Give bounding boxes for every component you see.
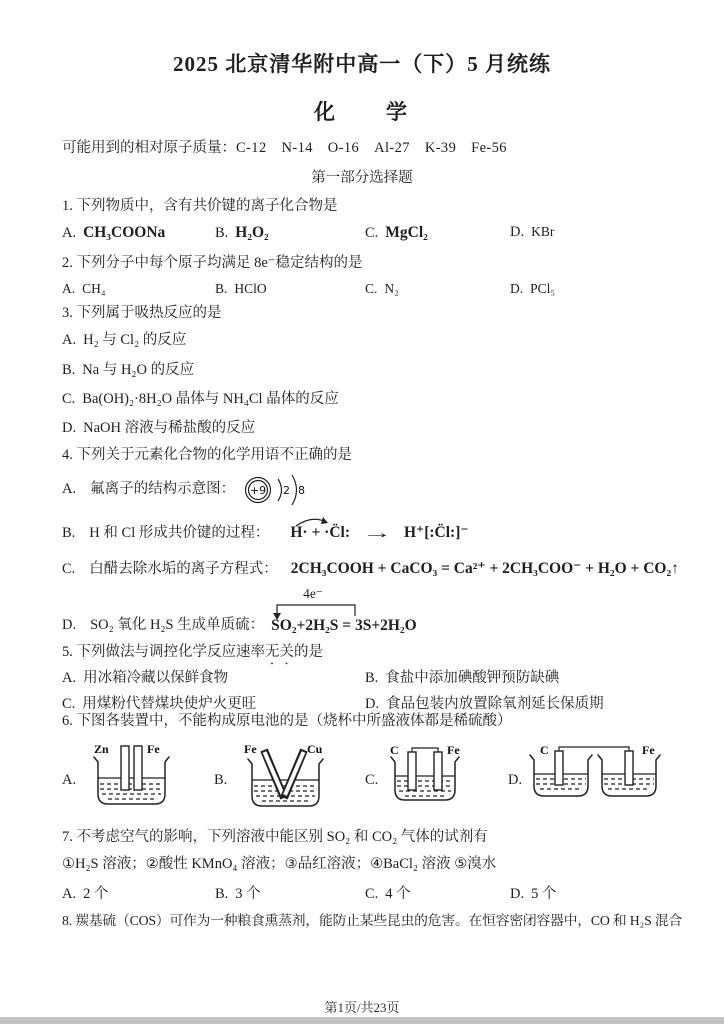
beaker-outline [94, 757, 169, 804]
electrode-right [625, 751, 633, 785]
electron-transfer-construct [271, 588, 446, 636]
q4-stem: 4. 下列关于元素化合物的化学用语不正确的是 [62, 447, 352, 463]
reaction-arrow: → [361, 525, 393, 542]
q2-option-c: C. N₂ [365, 281, 399, 296]
atomic-masses-values: C-12 N-14 O-16 Al-27 K-39 Fe-56 [236, 140, 507, 156]
electrode-label-left: Zn [94, 742, 109, 756]
emphasized-wuguan: 无关 [265, 644, 294, 660]
q1-options [62, 224, 668, 243]
q2-option-a: A. CH₄ [62, 281, 106, 296]
q3-option-a: A. H₂ 与 Cl₂ 的反应 [62, 332, 187, 348]
q4-option-d: D. SO₂ 氧化 H₂S 生成单质硫： 4e⁻ SO₂+2H₂S = 3S+2H₂O [62, 588, 446, 636]
q5-options-row-1 [62, 670, 662, 687]
q4-option-b: B. H 和 Cl 形成共价键的过程： H· + ·C̈l: → H⁺[:C̈l:]⁻ [62, 524, 469, 543]
q5-stem: 5. 下列做法与调控化学反应速率无关的是 [62, 644, 323, 660]
q1-stem: 1. 下列物质中，含有共价键的离子化合物是 [62, 198, 338, 214]
q7-reagents: ①H₂S 溶液；②酸性 KMnO₄ 溶液；③品红溶液；④BaCl₂ 溶液 ⑤溴水 [62, 856, 497, 872]
q3-stem: 3. 下列属于吸热反应的是 [62, 305, 222, 321]
q1-option-d: D. KBr [510, 224, 555, 240]
q5-option-d: D. 食品包装内放置除氧剂延长保质期 [365, 696, 604, 712]
q7-option-c: C. 4 个 [365, 886, 411, 902]
electrode-label-right: Fe [642, 743, 655, 757]
exam-title: 2025 北京清华附中高一（下）5 月统练 [173, 52, 551, 76]
galvanic-diagram-d: D. C Fe [508, 740, 668, 812]
electrode-label-left: C [390, 743, 399, 757]
connecting-wire [559, 747, 629, 753]
electrode-right [434, 752, 442, 790]
q4-option-a: A. 氟离子的结构示意图： +9 2 8 [62, 466, 312, 514]
fluoride-ion-structure-diagram [242, 466, 312, 514]
q2-options [62, 281, 668, 297]
beaker-diagram-a [84, 742, 179, 810]
atomic-masses-line [62, 140, 507, 157]
q8-stem: 8. 羰基硫（COS）可作为一种粮食熏蒸剂，能防止某些昆虫的危害。在恒容密闭容器中，CO 和 H₂S 混合 [62, 913, 683, 928]
q3-option-c: C. Ba(OH)₂·8H₂O 晶体与 NH₄Cl 晶体的反应 [62, 391, 339, 407]
electron-count-label: 4e⁻ [303, 586, 324, 601]
beaker-outline [391, 757, 459, 800]
galvanic-diagram-b: B. Fe Cu [214, 740, 354, 812]
electrode-right [134, 746, 142, 790]
page-bottom-edge [0, 1017, 724, 1024]
subject-title: 化 学 [314, 100, 410, 124]
q2-option-d: D. PCl₅ [510, 281, 556, 296]
q3-option-d: D. NaOH 溶液与稀盐酸的反应 [62, 420, 256, 436]
q5-options-row-2 [62, 696, 662, 713]
galvanic-diagram-c: C. C Fe [365, 740, 495, 812]
q3-option-b: B. Na 与 H₂O 的反应 [62, 362, 195, 378]
q4-option-c: C. 白醋去除水垢的离子方程式： 2CH₃COOH + CaCO₃ = Ca²⁺ + 2CH₃COO⁻ + H₂O + CO₂↑ [62, 560, 679, 577]
section-heading: 第一部分选择题 [311, 170, 413, 186]
q1-option-b: B. H₂O₂ [215, 224, 269, 241]
q5-option-a: A. 用冰箱冷藏以保鲜食物 [62, 670, 229, 686]
electrode-label-left: C [540, 743, 549, 757]
electrode-label-right: Fe [147, 742, 160, 756]
beaker-diagram-b [238, 742, 333, 810]
q2-stem: 2. 下列分子中每个原子均满足 8e⁻稳定结构的是 [62, 255, 363, 271]
q5-option-c: C. 用煤粉代替煤块使炉火更旺 [62, 696, 257, 712]
electrode-left [408, 752, 416, 790]
curved-electron-arrow [294, 514, 330, 527]
q7-option-b: B. 3 个 [215, 886, 261, 902]
q7-option-d: D. 5 个 [510, 886, 557, 902]
q7-option-a: A. 2 个 [62, 886, 109, 902]
electrode-left [555, 751, 563, 785]
shell-2-count: 8 [298, 484, 306, 497]
q1-option-a: A. CH₃COONa [62, 224, 166, 241]
page-footer: 第1页/共23页 [324, 1000, 400, 1015]
beaker-outline [248, 759, 323, 806]
atomic-masses-label: 可能用到的相对原子质量： [62, 140, 236, 156]
q6-stem: 6. 下图各装置中，不能构成原电池的是（烧杯中所盛液体都是稀硫酸） [62, 713, 512, 729]
electron-transfer-rhs: H⁺[:C̈l:]⁻ [403, 524, 469, 542]
electrode-label-right: Cu [307, 742, 323, 756]
electrode-label-right: Fe [447, 743, 460, 757]
electrode-left [121, 746, 129, 790]
shell-1-count: 2 [283, 484, 291, 497]
q7-stem: 7. 不考虑空气的影响，下列溶液中能区别 SO₂ 和 CO₂ 气体的试剂有 [62, 829, 488, 845]
electrode-label-left: Fe [244, 742, 257, 756]
galvanic-diagram-a: A. Zn Fe [62, 740, 202, 812]
nucleus-charge: +9 [250, 484, 267, 497]
electron-shell-arc-2 [292, 475, 297, 505]
q5-option-b: B. 食盐中添加碘酸钾预防缺碘 [365, 670, 560, 686]
electron-shell-arc-1 [278, 479, 282, 501]
q2-option-b: B. HClO [215, 281, 267, 296]
beaker-diagram-c [385, 744, 465, 806]
electron-transfer-lhs: H· + ·C̈l: [290, 524, 350, 543]
ionic-equation: 2CH₃COOH + CaCO₃ = Ca²⁺ + 2CH₃COO⁻ + H₂O + CO₂↑ [290, 560, 679, 577]
beaker-diagram-d [528, 744, 663, 806]
q6-diagrams-row [62, 740, 668, 812]
sulfur-equation: SO₂+2H₂S = 3S+2H₂O [271, 617, 417, 635]
q7-options [62, 886, 668, 903]
q1-option-c: C. MgCl₂ [365, 224, 428, 241]
